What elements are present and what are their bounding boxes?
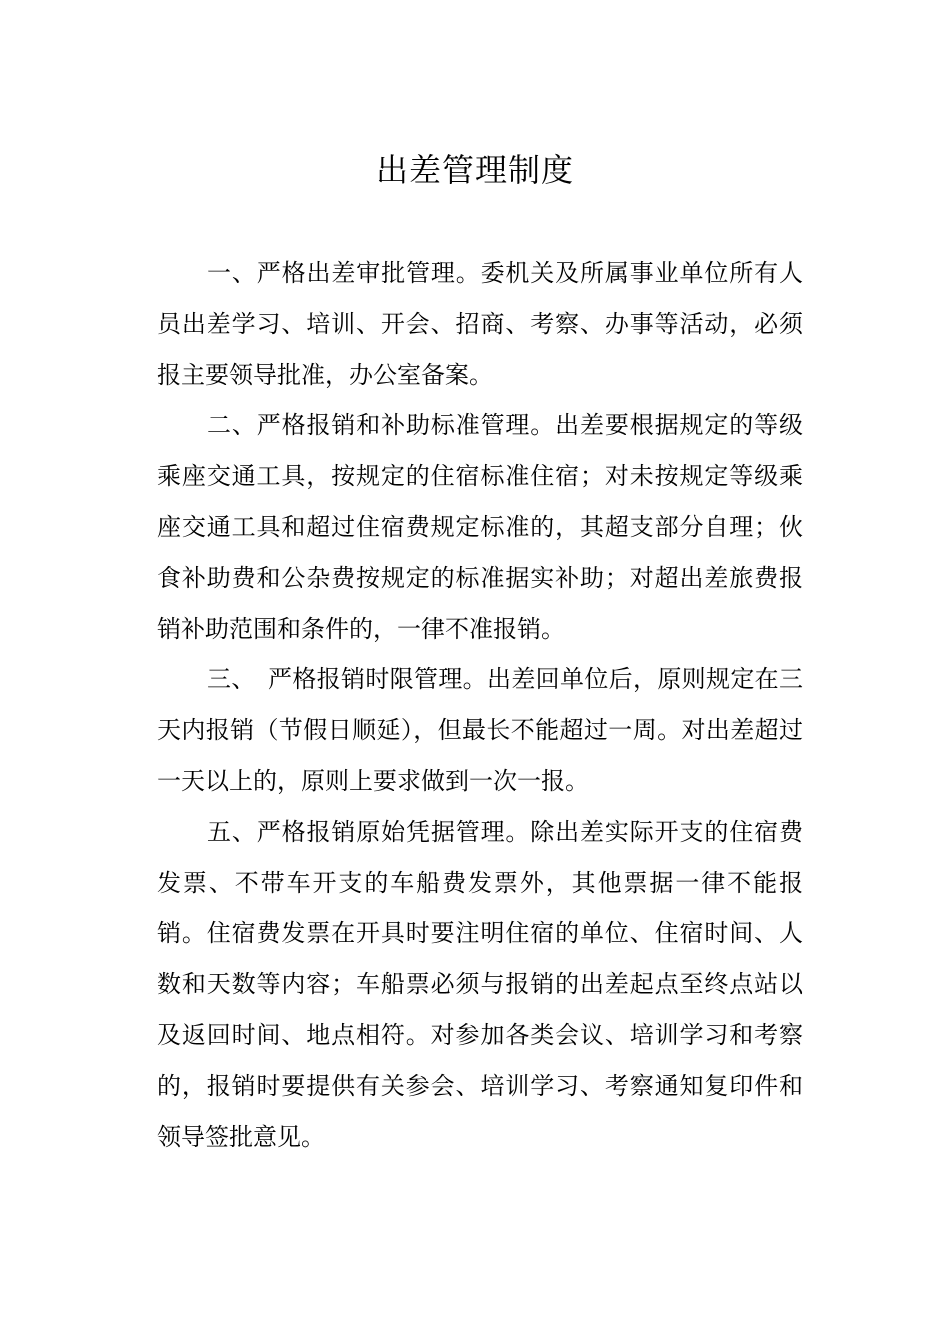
paragraph-time-limit: 三、 严格报销时限管理。出差回单位后，原则规定在三天内报销（节假日顺延），但最长不能超过一周。对出差超过一天以上的，原则上要求做到一次一报。: [157, 665, 803, 795]
paragraph-receipts: 五、严格报销原始凭据管理。除出差实际开支的住宿费发票、不带车开支的车船费发票外，其他票据一律不能报销。住宿费发票在开具时要注明住宿的单位、住宿时间、人数和天数等内容；车船票必须与报销的出差起点至终点站以及返回时间、地点相符。对参加各类会议、培训学习和考察的，报销时要提供有关参会、培训学习、考察通知复印件和领导签批意见。: [157, 817, 803, 1151]
document-title: 出差管理制度: [375, 151, 574, 189]
document-body: [157, 248, 803, 1162]
paragraph-approval: 一、严格出差审批管理。委机关及所属事业单位所有人员出差学习、培训、开会、招商、考察、办事等活动，必须报主要领导批准，办公室备案。: [157, 259, 803, 389]
paragraph-standards: 二、严格报销和补助标准管理。出差要根据规定的等级乘座交通工具，按规定的住宿标准住宿；对未按规定等级乘座交通工具和超过住宿费规定标准的，其超支部分自理；伙食补助费和公杂费按规定的标准据实补助；对超出差旅费报销补助范围和条件的，一律不准报销。: [157, 411, 803, 643]
